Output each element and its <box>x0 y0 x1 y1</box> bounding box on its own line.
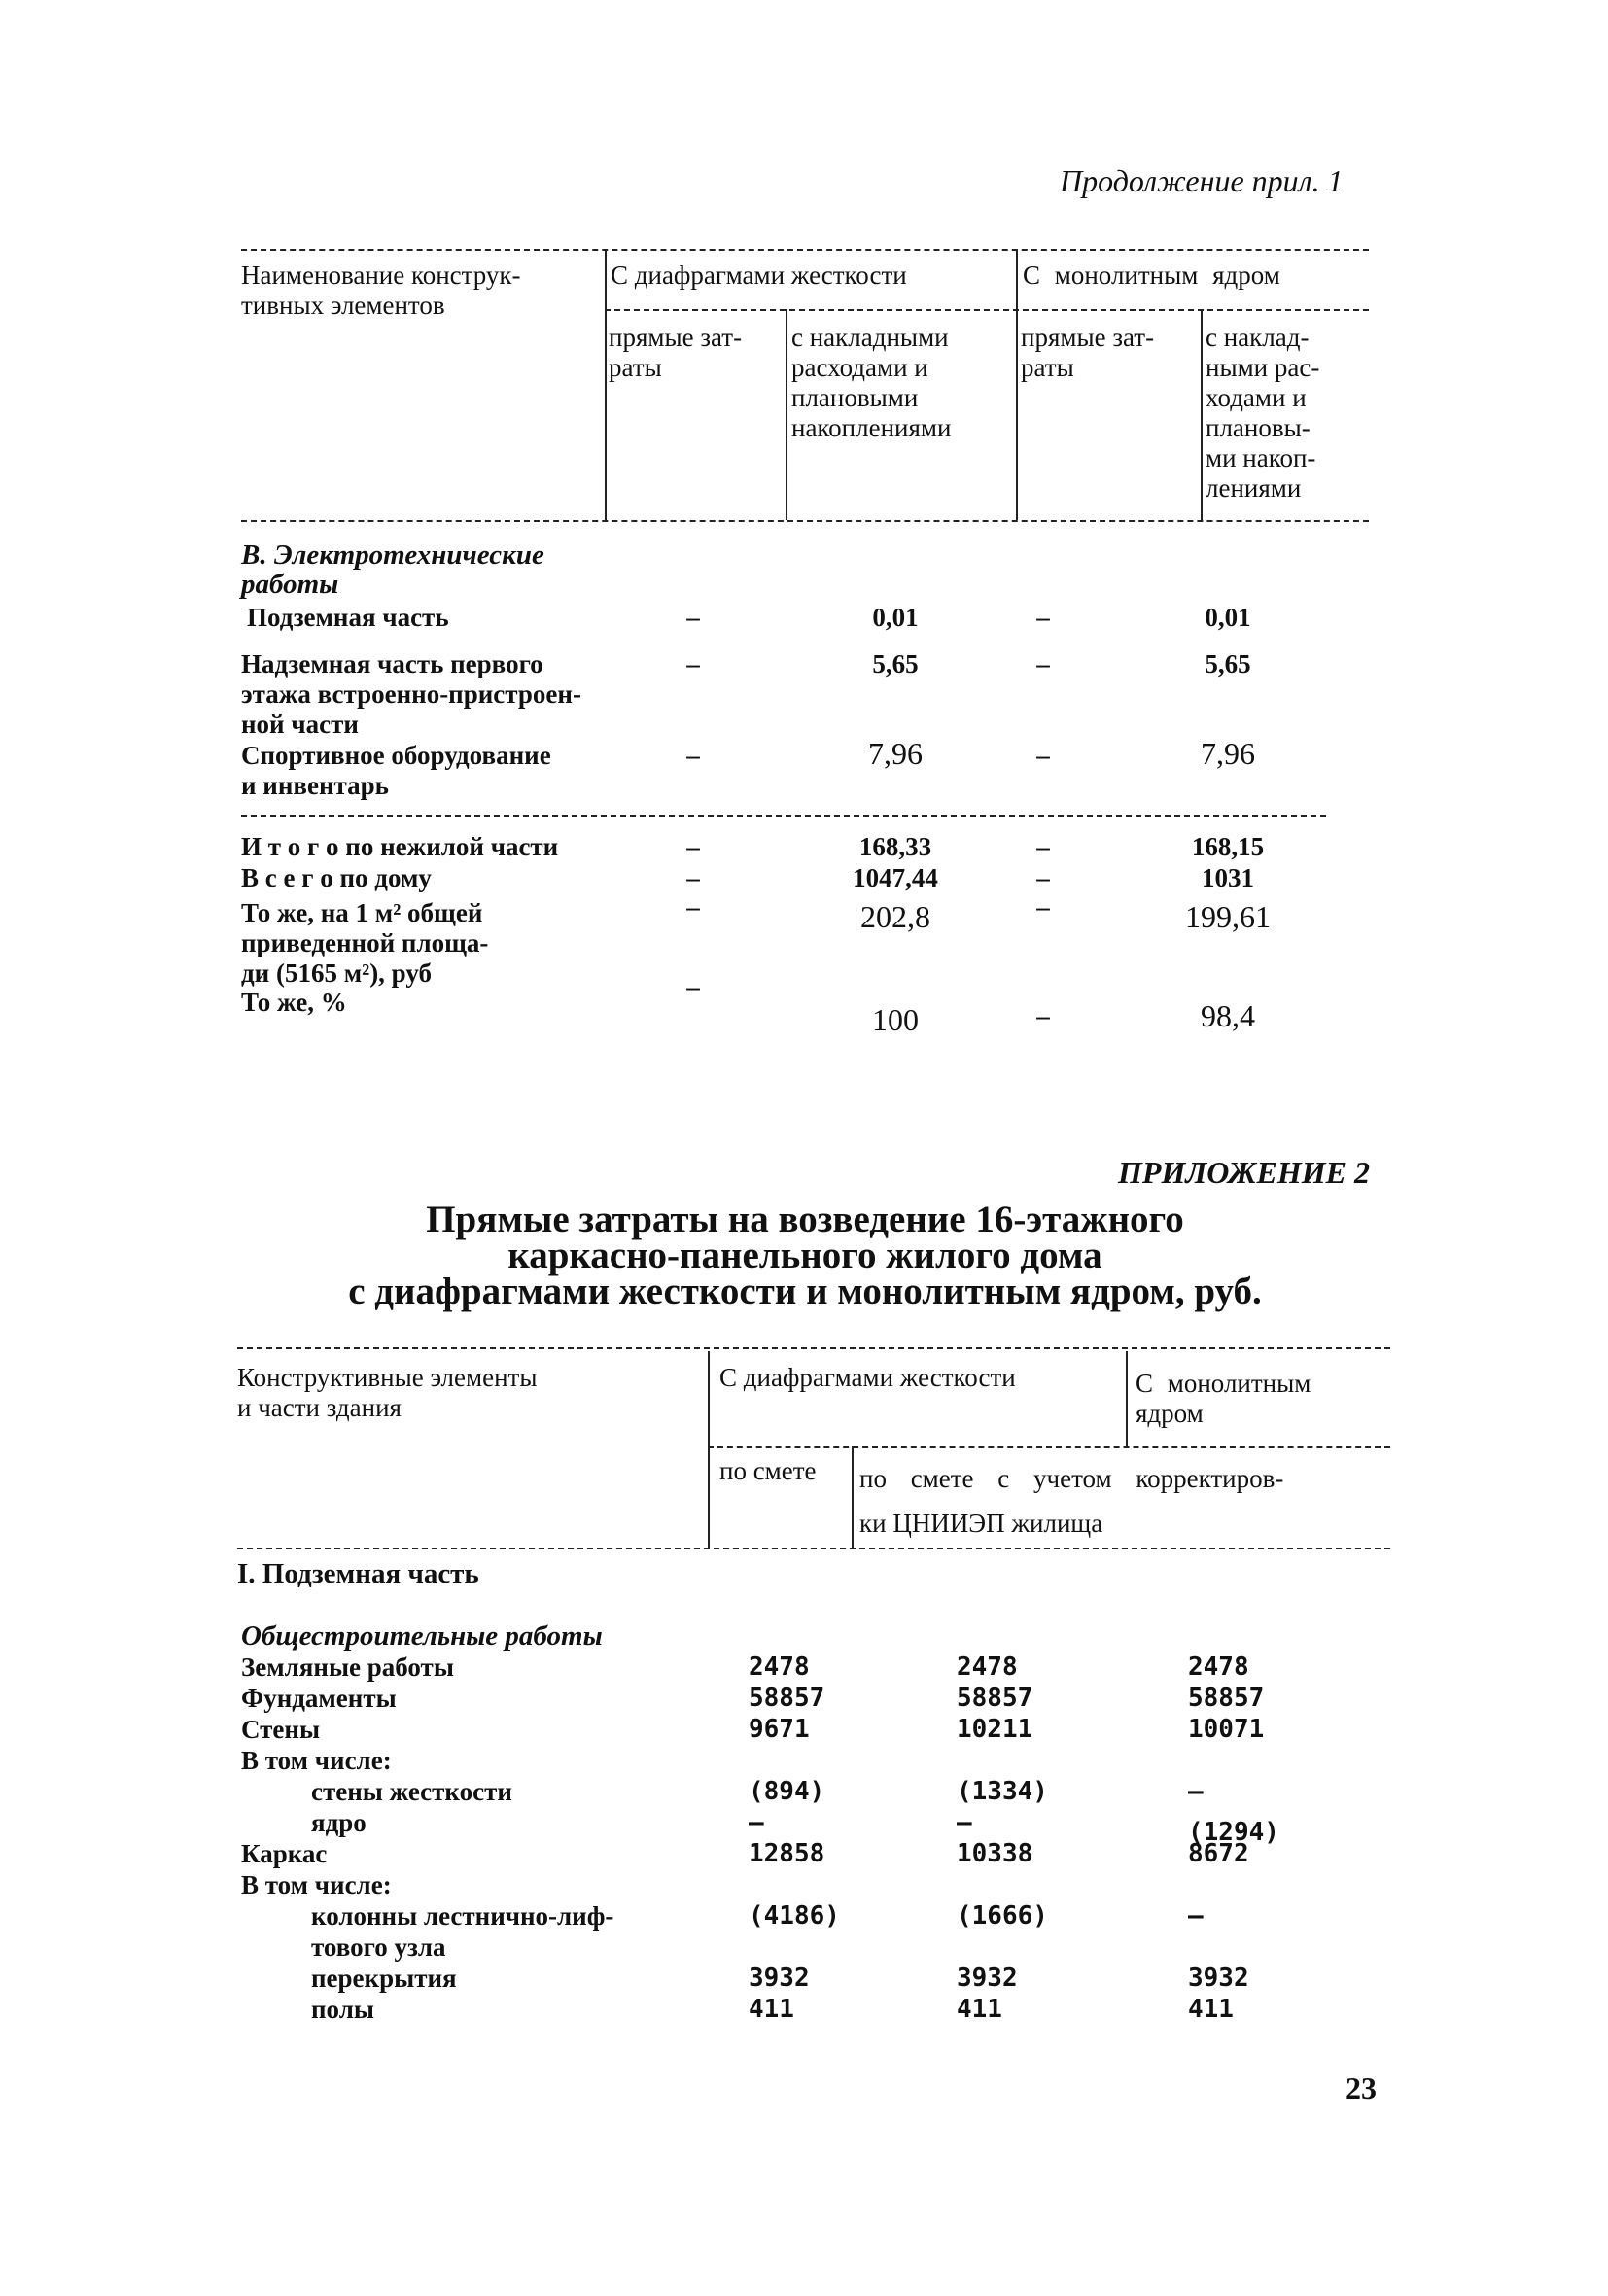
row-c3: 8672 <box>1188 1839 1249 1868</box>
row-c3: 411 <box>1188 1995 1234 2024</box>
table-row <box>241 1715 1369 1746</box>
table1-vline-2 <box>786 309 787 520</box>
page-title: Прямые затраты на возведение 16-этажного каркасно-панельного жилого дома с диафрагмами жесткости и монолитным ядром, руб. <box>348 1199 1262 1312</box>
table2-vline-3 <box>1126 1351 1128 1446</box>
table1-header-group2: С монолитным ядром <box>1023 261 1280 290</box>
table2-top-rule <box>237 1347 1390 1349</box>
table1-cell: – <box>1036 892 1050 922</box>
appendix-label: ПРИЛОЖЕНИЕ 2 <box>1118 1155 1371 1190</box>
table1-cell: – <box>1036 832 1050 861</box>
table2-vline-2 <box>852 1446 854 1548</box>
table1-cell: – <box>686 892 700 922</box>
table1-row-name: Подземная часть <box>247 603 449 632</box>
table1-vline-3 <box>1016 249 1018 520</box>
row-c1: 3932 <box>749 1964 810 1993</box>
row-c3: 58857 <box>1188 1684 1265 1713</box>
row-c2: 3932 <box>957 1964 1018 1993</box>
table2-header-name: Конструктивные элементы и части здания <box>237 1363 538 1422</box>
table1-cell: 199,61 <box>1185 899 1271 934</box>
table-row <box>241 1808 1369 1847</box>
row-c1: (894) <box>749 1777 825 1806</box>
table-row <box>241 1746 1369 1777</box>
table2-header-by-estimate-corrected: по смете с учетом корректиров- ки ЦНИИЭП жилища <box>859 1464 1284 1538</box>
table1-header-g1-direct: прямые зат- раты <box>609 323 743 382</box>
table2-vline-1 <box>708 1351 710 1548</box>
row-name: Земляные работы <box>241 1652 454 1682</box>
row-c2: 411 <box>957 1995 1002 2024</box>
page-number: 23 <box>1346 2070 1377 2105</box>
row-c1: 411 <box>749 1995 794 2024</box>
row-c1: 2478 <box>749 1652 810 1682</box>
table1-cell: – <box>1036 603 1050 632</box>
row-c1: 9671 <box>749 1715 810 1744</box>
table2-header-group2: С монолитным ядром <box>1136 1369 1311 1428</box>
table1-cell: 0,01 <box>872 603 919 632</box>
table1-cell: 168,15 <box>1191 832 1265 861</box>
table1-total-name: То же, на 1 м² общей приведенной площа- ди (5165 м²), руб <box>241 898 489 988</box>
row-c3: 2478 <box>1188 1652 1249 1682</box>
row-name: перекрытия <box>311 1964 457 1993</box>
table1-header-name: Наименование конструк- тивных элементов <box>241 261 521 320</box>
table1-cell: 168,33 <box>858 832 932 861</box>
table1-header-g2-direct: прямые зат- раты <box>1021 323 1155 382</box>
table1-header-group1: С диафрагмами жесткости <box>611 261 907 290</box>
table2-header-group1: С диафрагмами жесткости <box>719 1363 1016 1392</box>
table1-cell: – <box>686 649 700 678</box>
table1-cell: – <box>686 863 700 892</box>
row-c3: – <box>1188 1901 1204 1931</box>
table1-cell: 98,4 <box>1201 998 1255 1033</box>
table1-header-bottom-rule <box>241 520 1369 522</box>
table1-header-g1-overhead: с накладными расходами и плановыми накоплениями <box>791 323 952 442</box>
table2-header-bottom-rule <box>237 1548 1390 1549</box>
table1-total-name: И т о г о по нежилой части <box>241 832 559 861</box>
table1-group-rule <box>605 309 1369 311</box>
table1-total-name: В с е г о по дому <box>241 863 432 892</box>
table1-cell: 7,96 <box>868 736 923 771</box>
table1-cell: 5,65 <box>1205 649 1251 678</box>
row-c1: 12858 <box>749 1839 825 1868</box>
table-row <box>241 1652 1369 1684</box>
table1-header-g2-overhead: с наклад- ными рас- ходами и плановы- ми накоп- лениями <box>1206 323 1320 503</box>
table1-cell: – <box>686 741 700 770</box>
table1-cell: – <box>1036 741 1050 770</box>
table2-header-by-estimate: по смете <box>719 1456 817 1485</box>
row-c2: (1334) <box>957 1777 1048 1806</box>
table1-cell: 202,8 <box>860 899 930 934</box>
table1-cell: 1031 <box>1202 863 1254 892</box>
table2-group-rule <box>708 1446 1390 1448</box>
continuation-label: Продолжение прил. 1 <box>1060 163 1344 198</box>
table1-cell: 1047,44 <box>853 863 938 892</box>
table1-cell: – <box>1036 1001 1050 1030</box>
table1-vline-4 <box>1201 309 1203 520</box>
row-c2: 10338 <box>957 1839 1033 1868</box>
row-c3: 10071 <box>1188 1715 1265 1744</box>
row-name: В том числе: <box>241 1870 392 1899</box>
row-name: тового узла <box>311 1932 446 1962</box>
table2-part-title: I. Подземная часть <box>237 1558 479 1589</box>
row-c3: – <box>1188 1777 1204 1806</box>
table1-top-rule <box>241 249 1369 251</box>
table-row <box>241 1839 1369 1870</box>
table1-totals-rule <box>241 815 1326 817</box>
table-row <box>241 1995 1369 2026</box>
table1-cell: – <box>1036 649 1050 678</box>
row-c1: – <box>749 1808 764 1837</box>
row-c2: (1666) <box>957 1901 1048 1931</box>
table-row <box>241 1684 1369 1715</box>
table1-cell: – <box>686 603 700 632</box>
row-name: ядро <box>311 1808 367 1837</box>
row-c2: 58857 <box>957 1684 1033 1713</box>
row-c3: 3932 <box>1188 1964 1249 1993</box>
table-row <box>241 1932 1369 1964</box>
table1-cell: 5,65 <box>872 649 919 678</box>
row-name: колонны лестнично-лиф- <box>311 1901 614 1931</box>
table-row <box>241 1870 1369 1901</box>
table1-cell: 100 <box>872 1002 919 1037</box>
row-c1: (4186) <box>749 1901 840 1931</box>
table1-cell: 7,96 <box>1201 736 1255 771</box>
row-c2: 10211 <box>957 1715 1033 1744</box>
row-c2: – <box>957 1808 972 1837</box>
table-row <box>241 1777 1369 1808</box>
table2-subsection-title: Общестроительные работы <box>241 1620 603 1652</box>
row-name: Каркас <box>241 1839 328 1868</box>
row-c1: 58857 <box>749 1684 825 1713</box>
table1-cell: – <box>686 832 700 861</box>
table2-body <box>241 1652 1369 2026</box>
table1-cell: – <box>1036 863 1050 892</box>
table1-section-title: В. Электротехнические работы <box>241 539 544 600</box>
row-name: Стены <box>241 1715 321 1744</box>
table1-vline-1 <box>605 249 607 520</box>
table-row <box>241 1964 1369 1995</box>
row-name: Фундаменты <box>241 1684 397 1713</box>
table1-cell: 0,01 <box>1205 603 1251 632</box>
row-c3: (1294) <box>1188 1818 1279 1847</box>
table1-row-name: Надземная часть первого этажа встроенно-пристроен- ной части <box>241 649 581 739</box>
row-name: стены жесткости <box>311 1777 512 1806</box>
row-name: В том числе: <box>241 1746 392 1775</box>
table1-cell: – <box>686 972 700 1001</box>
row-name: полы <box>311 1995 374 2024</box>
table1-row-name: Спортивное оборудование и инвентарь <box>241 741 551 800</box>
table1-total-name: То же, % <box>241 988 347 1017</box>
row-c2: 2478 <box>957 1652 1018 1682</box>
table-row <box>241 1901 1369 1932</box>
